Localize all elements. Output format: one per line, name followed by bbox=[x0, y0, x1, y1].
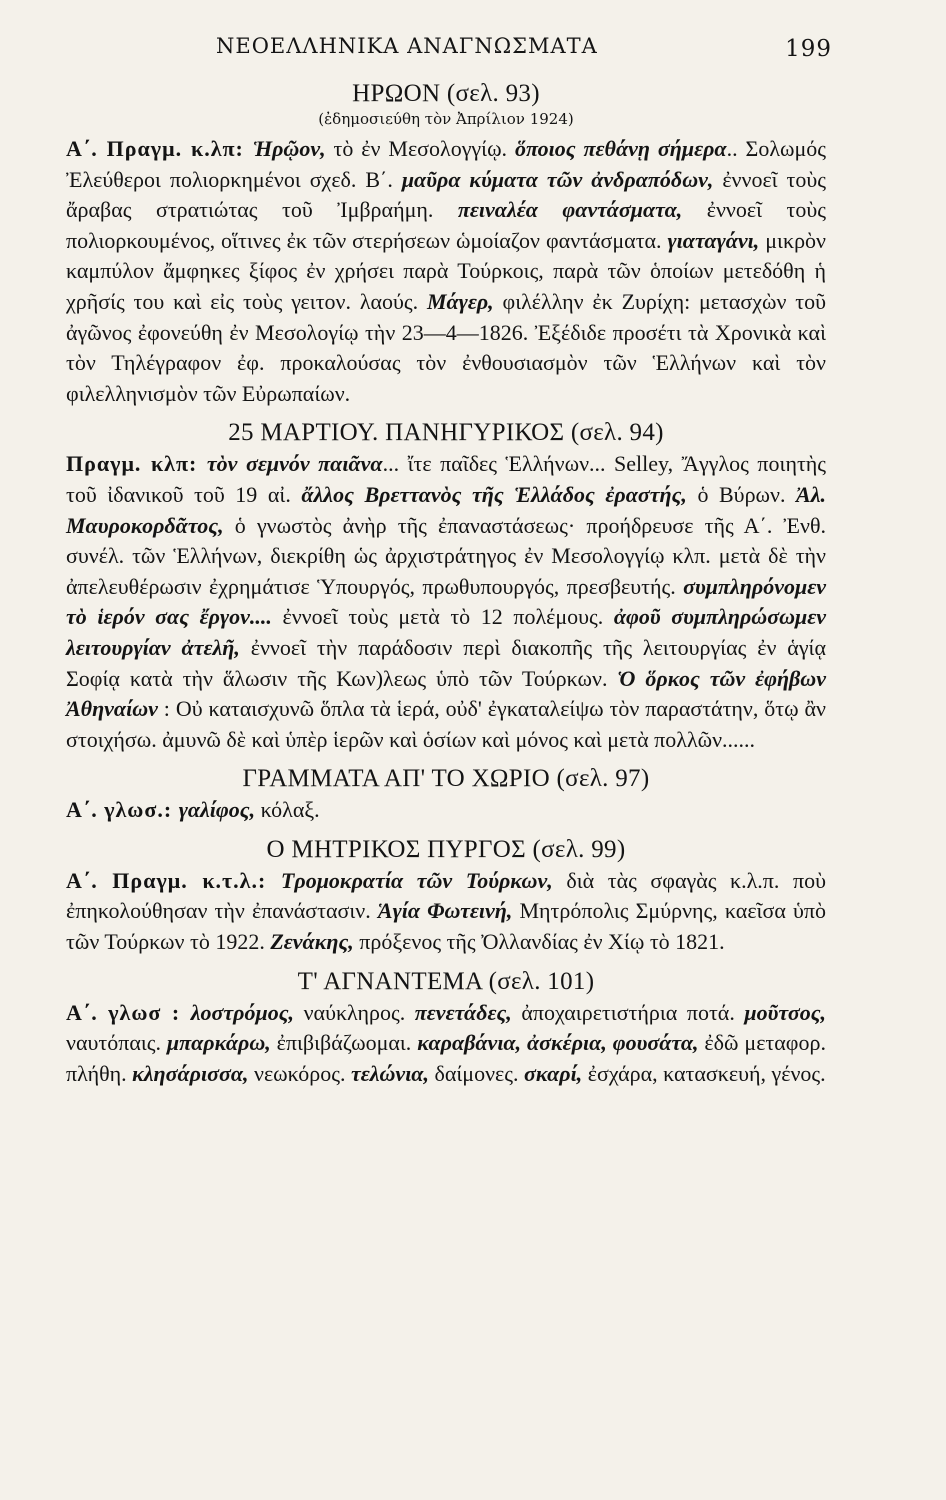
paragraph-text: ἐννοεῖ τοὺς πολιορκουμένος, οἵτινες ἐκ τῶν στερήσεων ὡμοίαζον φαντάσματα. bbox=[66, 197, 826, 253]
section-paragraph bbox=[66, 998, 826, 1090]
paragraph-text: .. Σολωμός Ἐλεύθεροι πολιορκημένοι σχεδ. Β΄. bbox=[66, 136, 826, 192]
section bbox=[66, 836, 826, 958]
paragraph-text: Μητρόπολις Σμύρνης, καεῖσα ὑπὸ τῶν Τούρκων τὸ 1922. bbox=[66, 898, 826, 955]
paragraph-text: δαίμονες. bbox=[434, 1060, 524, 1086]
emphasized-term: μοῦτσος, bbox=[744, 999, 827, 1025]
emphasized-term: καραβάνια, ἀσκέρια, φουσάτα, bbox=[417, 1030, 705, 1056]
emphasized-term: Ἡρῷον, bbox=[252, 136, 334, 161]
section bbox=[66, 419, 826, 755]
emphasized-term: Ἁγία Φωτεινή, bbox=[377, 898, 520, 924]
running-header bbox=[66, 30, 832, 70]
paragraph-text: ἀποχαιρετιστήρια ποτά. bbox=[521, 999, 745, 1025]
note-label: Α΄. Πραγμ. κ.τ.λ.: bbox=[66, 867, 281, 893]
emphasized-term: ὅποιος πεθάνῃ σήμερα bbox=[514, 136, 727, 161]
note-label: Α΄. γλωσ : bbox=[66, 999, 191, 1025]
paragraph-text: ναυτόπαις. bbox=[66, 1030, 167, 1056]
paragraph-text: ἐδῶ μεταφορ. πλήθη. bbox=[66, 1030, 826, 1086]
running-title: ΝΕΟΕΛΛΗΝΙΚΑ ΑΝΑΓΝΩΣΜΑΤΑ bbox=[216, 34, 598, 58]
paragraph-text: ἐννοεῖ τοὺς μετὰ τὸ 12 πολέμους. bbox=[271, 604, 614, 630]
emphasized-term: Ὁ ὅρκος τῶν ἐφήβων Ἀθηναίων bbox=[66, 665, 826, 722]
note-label: Πραγμ. κλπ: bbox=[66, 451, 207, 477]
paragraph-text: ἐπιβιβάζωομαι. bbox=[276, 1030, 418, 1056]
paragraph-text: μικρὸν καμπύλον ἄμφηκες ξίφος ἐν χρήσει παρὰ Τούρκοις, παρὰ τῶν ὁποίων μετεδόθη ἡ χρῆσίς του καὶ εἰς τοὺς γειτον. λαούς. bbox=[66, 227, 826, 314]
paragraph-text: φιλέλλην ἐκ Ζυρίχη: μετασχὼν τοῦ ἀγῶνος ἐφονεύθη ἐν Μεσολογίῳ τὴν 23—4—1826. Ἐξέδιδε προσέτι τὰ Χρονικὰ καὶ τὸν Τηλέγραφον ἐφ. προκαλούσας τὸν ἐνθουσιασμὸν τῶν Ἑλλήνων καὶ τὸν φιλελληνισμὸν τῶν Εὐρωπαίων. bbox=[66, 288, 826, 406]
emphasized-term: μπαρκάρω, bbox=[166, 1030, 277, 1056]
paragraph-text: τὸ ἐν Μεσολογγίῳ. bbox=[333, 136, 515, 161]
section-title: ΓΡΑΜΜΑΤΑ ΑΠ' ΤΟ ΧΩΡΙΟ (σελ. 97) bbox=[242, 765, 650, 793]
section-title: Ο ΜΗΤΡΙΚΟΣ ΠΥΡΓΟΣ (σελ. 99) bbox=[266, 835, 626, 863]
emphasized-term: σκαρί, bbox=[524, 1060, 588, 1086]
section-paragraph bbox=[66, 866, 826, 958]
section-title: 25 ΜΑΡΤΙΟΥ. ΠΑΝΗΓΥΡΙΚΟΣ (σελ. 94) bbox=[228, 419, 664, 447]
note-label: Α΄. γλωσ.: bbox=[66, 797, 179, 823]
emphasized-term: κλησάρισσα, bbox=[132, 1060, 254, 1086]
paragraph-text: ναύκληρος. bbox=[303, 999, 415, 1025]
paragraph-text: ἐννοεῖ τὴν παράδοσιν περὶ διακοπῆς τῆς λειτουργίας ἐν ἁγίᾳ Σοφίᾳ κατὰ τὴν ἅλωσιν τῆς Κων)λεως ὑπὸ τῶν Τούρκων. bbox=[66, 634, 826, 691]
emphasized-term: ἄλλος Βρεττανὸς τῆς Ἑλλάδος ἐραστής, bbox=[301, 481, 698, 507]
emphasized-term: Ἀλ. Μαυροκορδᾶτος, bbox=[66, 481, 826, 538]
section-note: (ἐδημοσιεύθη τὸν Ἀπρίλιον 1924) bbox=[318, 110, 574, 128]
paragraph-text: ὁ Βύρων. bbox=[697, 481, 797, 507]
section-paragraph bbox=[66, 134, 826, 409]
emphasized-term: πειναλέα φαντάσματα, bbox=[457, 197, 707, 223]
paragraph-text: νεωκόρος. bbox=[254, 1060, 351, 1086]
emphasized-term: τελώνια, bbox=[350, 1060, 435, 1086]
paragraph-text: : Οὐ καταισχυνῶ ὅπλα τὰ ἱερά, οὐδ' ἐγκαταλείψω τὸν παραστάτην, ὅτῳ ἂν στοιχήσω. ἀμυνῶ δὲ καὶ ὑπὲρ ἱερῶν καὶ ὁσίων καὶ μόνος καὶ μετὰ πολλῶν...... bbox=[66, 696, 826, 752]
emphasized-term: τὸν σεμνόν παιᾶνα bbox=[206, 451, 383, 477]
paragraph-text: πρόξενος τῆς Ὀλλανδίας ἐν Χίῳ τὸ 1821. bbox=[359, 929, 725, 955]
section-paragraph bbox=[66, 795, 826, 826]
paragraph-text: ἐννοεῖ τοὺς ἄραβας στρατιώτας τοῦ Ἰμβραήμη. bbox=[66, 166, 826, 223]
emphasized-term: Τρομοκρατία τῶν Τούρκων, bbox=[280, 867, 567, 893]
emphasized-term: Μάγερ, bbox=[426, 288, 503, 314]
section-paragraph bbox=[66, 449, 826, 755]
emphasized-term: λοστρόμος, bbox=[190, 999, 304, 1025]
paragraph-text: κόλαξ. bbox=[260, 797, 320, 823]
emphasized-term: συμπληρόνομεν τὸ ἱερόν σας ἔργον.... bbox=[66, 573, 826, 630]
emphasized-term: μαῦρα κύματα τῶν ἀνδραπόδων, bbox=[401, 166, 723, 192]
emphasized-term: γαλίφος, bbox=[178, 797, 261, 823]
section-title: Τ' ΑΓΝΑΝΤΕΜΑ (σελ. 101) bbox=[297, 967, 595, 995]
paragraph-text: ... ἴτε παῖδες Ἑλλήνων... Selley, Ἄγγλος ποιητὴς τοῦ ἰδανικοῦ τοῦ 19 αἰ. bbox=[66, 451, 827, 507]
page-number: 199 bbox=[785, 36, 832, 62]
section bbox=[66, 765, 826, 826]
emphasized-term: πενετάδες, bbox=[414, 999, 522, 1025]
section bbox=[66, 80, 826, 409]
note-label: Α΄. Πραγμ. κ.λπ: bbox=[66, 136, 253, 161]
paragraph-text: ὁ γνωστὸς ἀνὴρ τῆς ἐπαναστάσεως· προήδρευσε τῆς Α΄. Ἐνθ. συνέλ. τῶν Ἑλλήνων, διεκρίθη ὡς ἀρχιστράτηγος ἐν Μεσολογγίῳ κλπ. μετὰ δὲ τὴν ἀπελευθέρωσιν ἐχρημάτισε Ὑπουργός, πρωθυπουργός, πρεσβευτής. bbox=[66, 512, 827, 599]
paragraph-text: ἐσχάρα, κατασκευή, γένος. bbox=[587, 1060, 826, 1086]
paragraph-text: διὰ τὰς σφαγὰς κ.λ.π. ποὺ ἐπηκολούθησαν τὴν ἐπανάστασιν. bbox=[66, 867, 826, 924]
section-title: ΗΡΩΟΝ (σελ. 93) bbox=[352, 80, 540, 107]
emphasized-term: Ζενάκης, bbox=[270, 929, 360, 955]
emphasized-term: γιαταγάνι, bbox=[667, 227, 766, 253]
section bbox=[66, 968, 826, 1090]
emphasized-term: ἀφοῦ συμπληρώσωμεν λειτουργίαν ἀτελῆ, bbox=[66, 604, 827, 660]
